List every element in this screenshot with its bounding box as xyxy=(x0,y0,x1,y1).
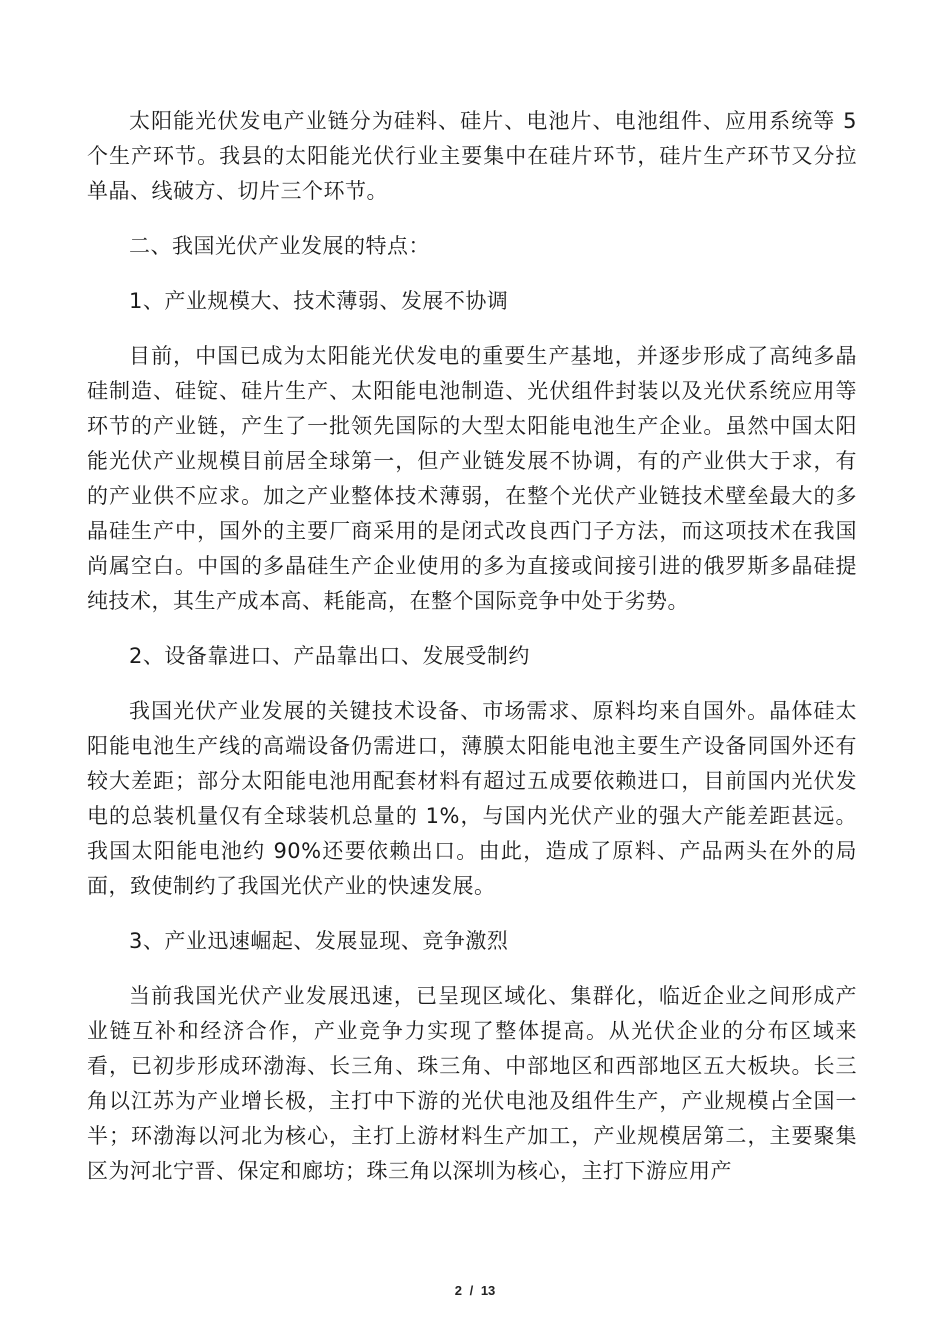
paragraph-intro: 太阳能光伏发电产业链分为硅料、硅片、电池片、电池组件、应用系统等 5 个生产环节。我县的太阳能光伏行业主要集中在硅片环节，硅片生产环节又分拉单晶、线破方、切片三个环节。 xyxy=(87,109,857,203)
page-separator: / xyxy=(469,1283,474,1298)
current-page-number: 2 xyxy=(454,1283,462,1298)
paragraph-scale: 目前，中国已成为太阳能光伏发电的重要生产基地，并逐步形成了高纯多晶硅制造、硅锭、硅片生产、太阳能电池制造、光伏组件封装以及光伏系统应用等环节的产业链，产生了一批领先国际的大型太阳能电池生产企业。虽然中国太阳能光伏产业规模目前居全球第一，但产业链发展不协调，有的产业供大于求，有的产业供不应求。加之产业整体技术薄弱，在整个光伏产业链技术壁垒最大的多晶硅生产中，国外的主要厂商采用的是闭式改良西门子方法，而这项技术在我国尚属空白。中国的多晶硅生产企业使用的多为直接或间接引进的俄罗斯多晶硅提纯技术，其生产成本高、耗能高，在整个国际竞争中处于劣势。 xyxy=(87,344,857,613)
subsection-heading-1: 1、产业规模大、技术薄弱、发展不协调 xyxy=(129,289,509,313)
section-heading: 二、我国光伏产业发展的特点： xyxy=(129,234,430,258)
paragraph-competition: 当前我国光伏产业发展迅速，已呈现区域化、集群化，临近企业之间形成产业链互补和经济合作，产业竞争力实现了整体提高。从光伏企业的分布区域来看，已初步形成环渤海、长三角、珠三角、中部地区和西部地区五大板块。长三角以江苏为产业增长极，主打中下游的光伏电池及组件生产，产业规模占全国一半；环渤海以河北为核心，主打上游材料生产加工，产业规模居第二，主要聚集区为河北宁晋、保定和廊坊；珠三角以深圳为核心，主打下游应用产 xyxy=(87,984,857,1183)
total-page-count: 13 xyxy=(480,1283,496,1298)
page-number xyxy=(0,1283,950,1298)
document-body xyxy=(87,104,857,1209)
subsection-heading-3: 3、产业迅速崛起、发展显现、竞争激烈 xyxy=(129,929,509,953)
paragraph-equipment: 我国光伏产业发展的关键技术设备、市场需求、原料均来自国外。晶体硅太阳能电池生产线的高端设备仍需进口，薄膜太阳能电池主要生产设备同国外还有较大差距；部分太阳能电池用配套材料有超过五成要依赖进口，目前国内光伏发电的总装机量仅有全球装机总量的 1%，与国内光伏产业的强大产能差距甚远。我国太阳能电池约 90%还要依赖出口。由此，造成了原料、产品两头在外的局面，致使制约了我国光伏产业的快速发展。 xyxy=(87,699,857,898)
subsection-heading-2: 2、设备靠进口、产品靠出口、发展受制约 xyxy=(129,644,530,668)
